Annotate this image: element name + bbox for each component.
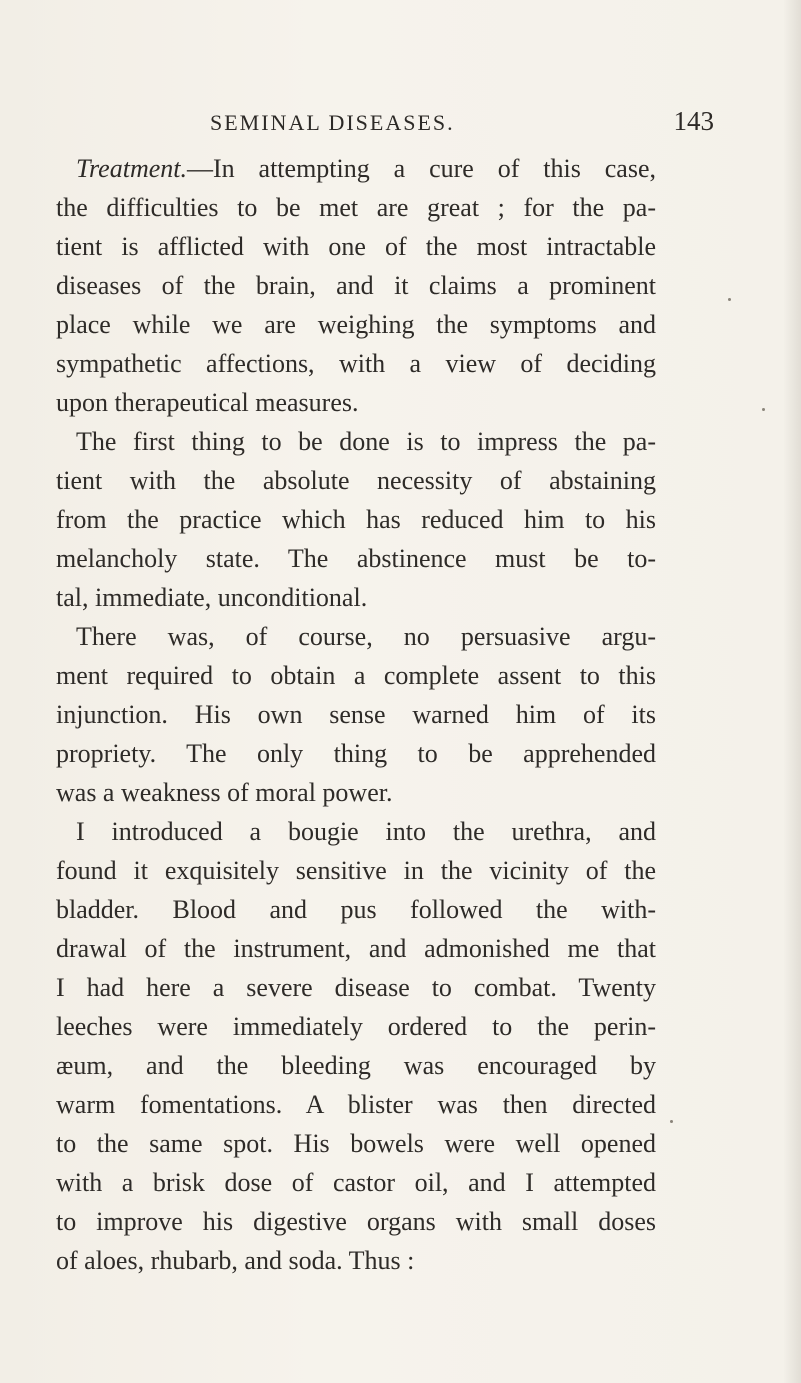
- text-line: ment required to obtain a complete assent to this: [56, 661, 656, 690]
- text-line: to improve his digestive organs with small doses: [56, 1207, 656, 1236]
- text-line: I introduced a bougie into the urethra, and: [76, 817, 656, 846]
- text-line: tient with the absolute necessity of abstaining: [56, 466, 656, 495]
- text-line: bladder. Blood and pus followed the with-: [56, 895, 656, 924]
- page-header: [200, 104, 714, 144]
- text-line: melancholy state. The abstinence must be to-: [56, 544, 656, 573]
- paper-speck: [762, 408, 765, 411]
- text-line: warm fomentations. A blister was then directed: [56, 1090, 656, 1119]
- text-line: leeches were immediately ordered to the perin-: [56, 1012, 656, 1041]
- text-line: was a weakness of moral power.: [56, 778, 393, 807]
- paper-speck: [728, 298, 731, 301]
- body-text: [56, 149, 656, 1280]
- text-line: There was, of course, no persuasive argu-: [76, 622, 656, 651]
- page-number: 143: [673, 106, 714, 136]
- text-line: place while we are weighing the symptoms and: [56, 310, 656, 339]
- text-line: tient is afflicted with one of the most intractable: [56, 232, 656, 261]
- text-line: The first thing to be done is to impress the pa-: [76, 427, 656, 456]
- page-edge-shadow: [783, 0, 801, 1383]
- text-line: the difficulties to be met are great ; for the pa-: [56, 193, 656, 222]
- text-line: æum, and the bleeding was encouraged by: [56, 1051, 656, 1080]
- text-line: diseases of the brain, and it claims a prominent: [56, 271, 656, 300]
- text-line: I had here a severe disease to combat. Twenty: [56, 973, 656, 1002]
- text-line: sympathetic affections, with a view of deciding: [56, 349, 656, 378]
- running-title: SEMINAL DISEASES.: [210, 110, 455, 135]
- text-line: upon therapeutical measures.: [56, 388, 359, 417]
- text-line: found it exquisitely sensitive in the vicinity of the: [56, 856, 656, 885]
- text-line: [56, 149, 656, 188]
- section-heading-italic: Treatment.: [76, 154, 187, 183]
- text-line: from the practice which has reduced him to his: [56, 505, 656, 534]
- text-line: drawal of the instrument, and admonished me that: [56, 934, 656, 963]
- text-line-content: —In attempting a cure of this case,: [186, 154, 656, 183]
- text-line: of aloes, rhubarb, and soda. Thus :: [56, 1246, 415, 1275]
- text-line: tal, immediate, unconditional.: [56, 583, 368, 612]
- text-line: with a brisk dose of castor oil, and I attempted: [56, 1168, 656, 1197]
- paper-speck: [670, 1120, 673, 1123]
- text-line: injunction. His own sense warned him of its: [56, 700, 656, 729]
- text-line: to the same spot. His bowels were well opened: [56, 1129, 656, 1158]
- text-line: propriety. The only thing to be apprehended: [56, 739, 656, 768]
